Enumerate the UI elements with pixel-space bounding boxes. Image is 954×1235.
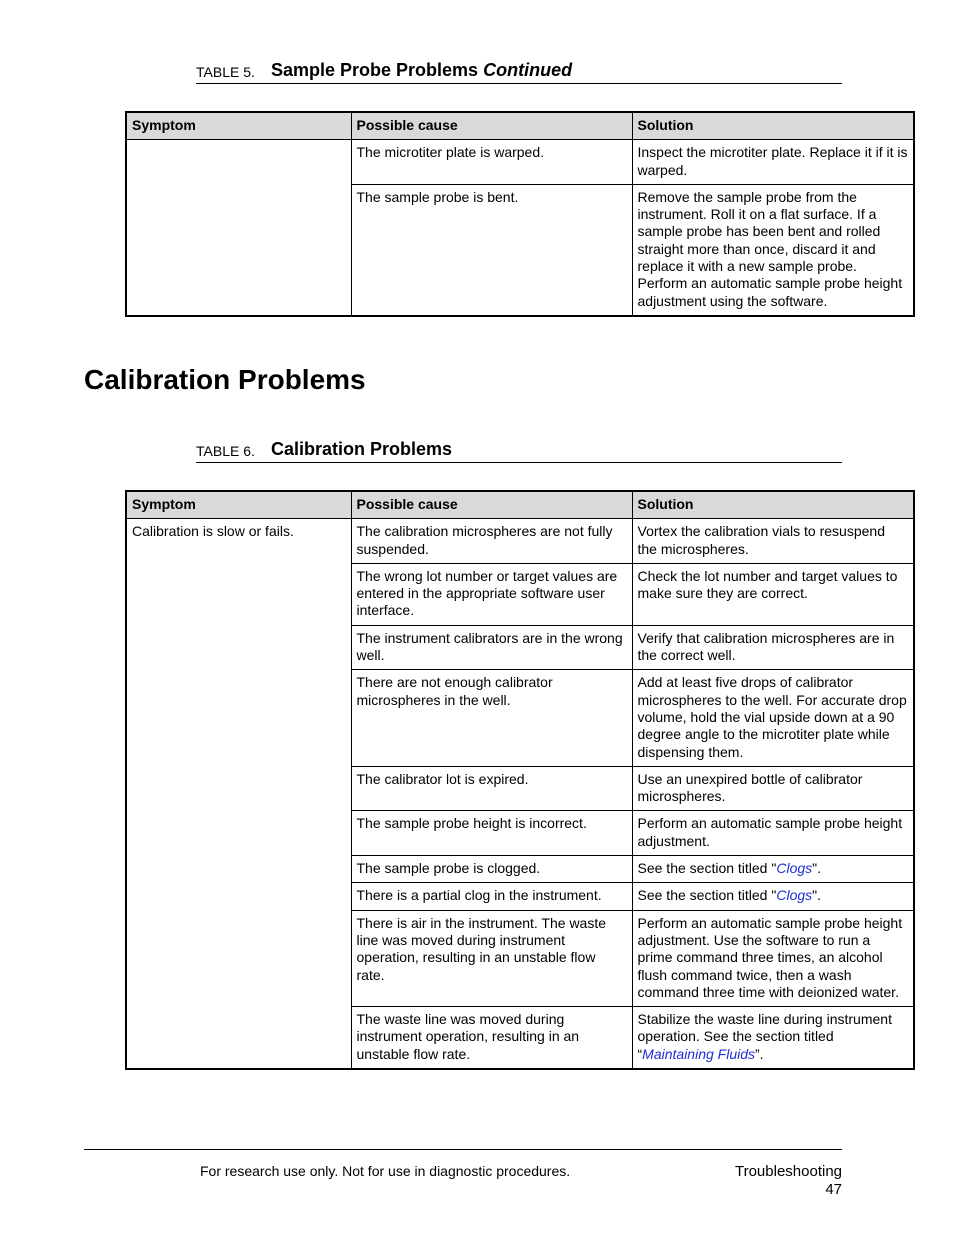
solution-cell: Add at least five drops of calibrator microspheres to the well. For accurate drop volume, hold the vial upside down at a 90 degree angle to the microtiter plate while dispensing them. bbox=[632, 670, 914, 766]
page-number: 47 bbox=[825, 1181, 842, 1198]
table5-header-cause: Possible cause bbox=[351, 112, 632, 140]
table6-caption bbox=[196, 440, 842, 463]
table6-symptom-cell: Calibration is slow or fails. bbox=[126, 519, 351, 1069]
solution-cell: Perform an automatic sample probe height adjustment. bbox=[632, 811, 914, 856]
cause-cell: The wrong lot number or target values are entered in the appropriate software user interface. bbox=[351, 563, 632, 625]
table6-title: Calibration Problems bbox=[271, 439, 453, 459]
solution-cell bbox=[632, 1007, 914, 1069]
solution-cell: Vortex the calibration vials to resuspend the microspheres. bbox=[632, 519, 914, 564]
solution-text: ". bbox=[812, 860, 821, 877]
cause-cell: The calibration microspheres are not fully suspended. bbox=[351, 519, 632, 564]
solution-cell bbox=[632, 856, 914, 883]
table6-header-cause: Possible cause bbox=[351, 491, 632, 519]
cause-cell: The sample probe is bent. bbox=[351, 184, 632, 316]
cause-cell: There are not enough calibrator microspheres in the well. bbox=[351, 670, 632, 766]
solution-cell: Use an unexpired bottle of calibrator microspheres. bbox=[632, 766, 914, 811]
footer-section-name: Troubleshooting bbox=[734, 1163, 842, 1180]
table6-header-solution: Solution bbox=[632, 491, 914, 519]
table-row bbox=[126, 519, 914, 564]
table6-header-row bbox=[126, 491, 914, 519]
solution-text: See the section titled " bbox=[637, 887, 777, 904]
table5-header-solution: Solution bbox=[632, 112, 914, 140]
table5-caption bbox=[196, 61, 842, 84]
solution-text: ”. bbox=[755, 1045, 764, 1062]
cause-cell: The microtiter plate is warped. bbox=[351, 140, 632, 185]
table6-number: TABLE 6. bbox=[196, 443, 255, 459]
cause-cell: The waste line was moved during instrument operation, resulting in an unstable flow rate. bbox=[351, 1007, 632, 1069]
table5-title-text: Sample Probe Problems bbox=[271, 60, 479, 80]
cause-cell: The sample probe is clogged. bbox=[351, 856, 632, 883]
table-row bbox=[126, 140, 914, 185]
cause-cell: The calibrator lot is expired. bbox=[351, 766, 632, 811]
solution-cell: Check the lot number and target values to make sure they are correct. bbox=[632, 563, 914, 625]
cause-cell: There is air in the instrument. The waste line was moved during instrument operation, resulting in an unstable flow rate. bbox=[351, 910, 632, 1006]
table5-number: TABLE 5. bbox=[196, 64, 255, 80]
table5-title-suffix: Continued bbox=[483, 60, 573, 80]
clogs-link[interactable]: Clogs bbox=[776, 860, 813, 877]
table5-title bbox=[271, 60, 572, 81]
clogs-link[interactable]: Clogs bbox=[776, 887, 813, 904]
table5-header-symptom: Symptom bbox=[126, 112, 351, 140]
cause-cell: There is a partial clog in the instrument. bbox=[351, 883, 632, 910]
cause-cell: The sample probe height is incorrect. bbox=[351, 811, 632, 856]
table5-symptom-cell bbox=[126, 140, 351, 316]
maintaining-fluids-link[interactable]: Maintaining Fluids bbox=[642, 1045, 756, 1062]
solution-cell: Perform an automatic sample probe height adjustment. Use the software to run a prime command three times, an alcohol flush command twice, then a wash command three time with deionized water. bbox=[632, 910, 914, 1006]
table6-header-symptom: Symptom bbox=[126, 491, 351, 519]
solution-text: ". bbox=[812, 887, 821, 904]
solution-text: See the section titled " bbox=[637, 860, 777, 877]
table5 bbox=[125, 111, 915, 317]
solution-cell bbox=[632, 883, 914, 910]
section-heading: Calibration Problems bbox=[84, 364, 366, 395]
solution-text: Stabilize the waste line during instrument operation. See the section titled “ bbox=[637, 1011, 892, 1062]
solution-cell: Remove the sample probe from the instrument. Roll it on a flat surface. If a sample probe has been bent and rolled straight more than once, discard it and replace it with a new sample probe. Perform an automatic sample probe height adjustment using the software. bbox=[632, 184, 914, 316]
footer-divider bbox=[84, 1149, 842, 1150]
table6 bbox=[125, 490, 915, 1070]
solution-cell: Inspect the microtiter plate. Replace it if it is warped. bbox=[632, 140, 914, 185]
footer-info bbox=[735, 1163, 842, 1199]
cause-cell: The instrument calibrators are in the wrong well. bbox=[351, 625, 632, 670]
table5-header-row bbox=[126, 112, 914, 140]
solution-cell: Verify that calibration microspheres are in the correct well. bbox=[632, 625, 914, 670]
footer-disclaimer: For research use only. Not for use in diagnostic procedures. bbox=[200, 1163, 571, 1179]
